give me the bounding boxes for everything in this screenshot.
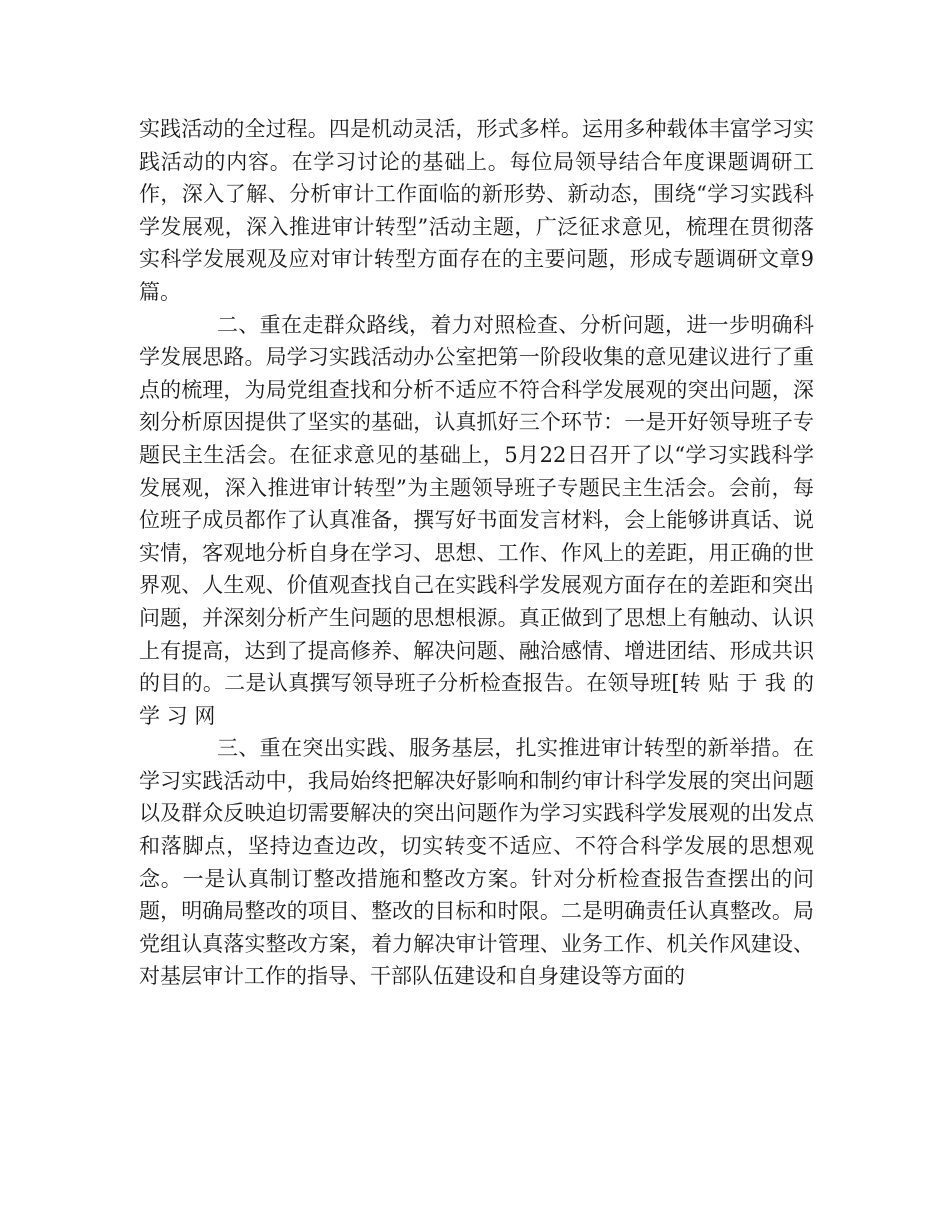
paragraph-section-two: 二、重在走群众路线，着力对照检查、分析问题，进一步明确科学发展思路。局学习实践活动办公室把第一阶段收集的意见建议进行了重点的梳理，为局党组查找和分析不适应不符合科学发展观的突出问题，深刻分析原因提供了坚实的基础，认真抓好三个环节：一是开好领导班子专题民主生活会。在征求意见的基础上，5月22日召开了以“学习实践科学发展观，深入推进审计转型”为主题领导班子专题民主生活会。会前，每位班子成员都作了认真准备，撰写好书面发言材料，会上能够讲真话、说实情，客观地分析自身在学习、思想、工作、作风上的差距，用正确的世界观、人生观、价值观查找自己在实践科学发展观方面存在的差距和突出问题，并深刻分析产生问题的思想根源。真正做到了思想上有触动、认识上有提高，达到了提高修养、解决问题、融洽感情、增进团结、形成共识的目的。二是认真撰写领导班子分析检查报告。在领导班[转 贴 于 我 的 学 习 网 [139,312,814,728]
paragraph-section-three: 三、重在突出实践、服务基层，扎实推进审计转型的新举措。在学习实践活动中，我局始终把解决好影响和制约审计科学发展的突出问题以及群众反映迫切需要解决的突出问题作为学习实践科学发展观的出发点和落脚点，坚持边查边改，切实转变不适应、不符合科学发展的思想观念。一是认真制订整改措施和整改方案。针对分析检查报告查摆出的问题，明确局整改的项目、整改的目标和时限。二是明确责任认真整改。局党组认真落实整改方案，着力解决审计管理、业务工作、机关作风建设、对基层审计工作的指导、干部队伍建设和自身建设等方面的 [139,736,814,989]
document-body [139,113,814,993]
paragraph-continuation: 实践活动的全过程。四是机动灵活，形式多样。运用多种载体丰富学习实践活动的内容。在学习讨论的基础上。每位局领导结合年度课题调研工作，深入了解、分析审计工作面临的新形势、新动态，围绕“学习实践科学发展观，深入推进审计转型”活动主题，广泛征求意见，梳理在贯彻落实科学发展观及应对审计转型方面存在的主要问题，形成专题调研文章9篇。 [139,117,814,304]
